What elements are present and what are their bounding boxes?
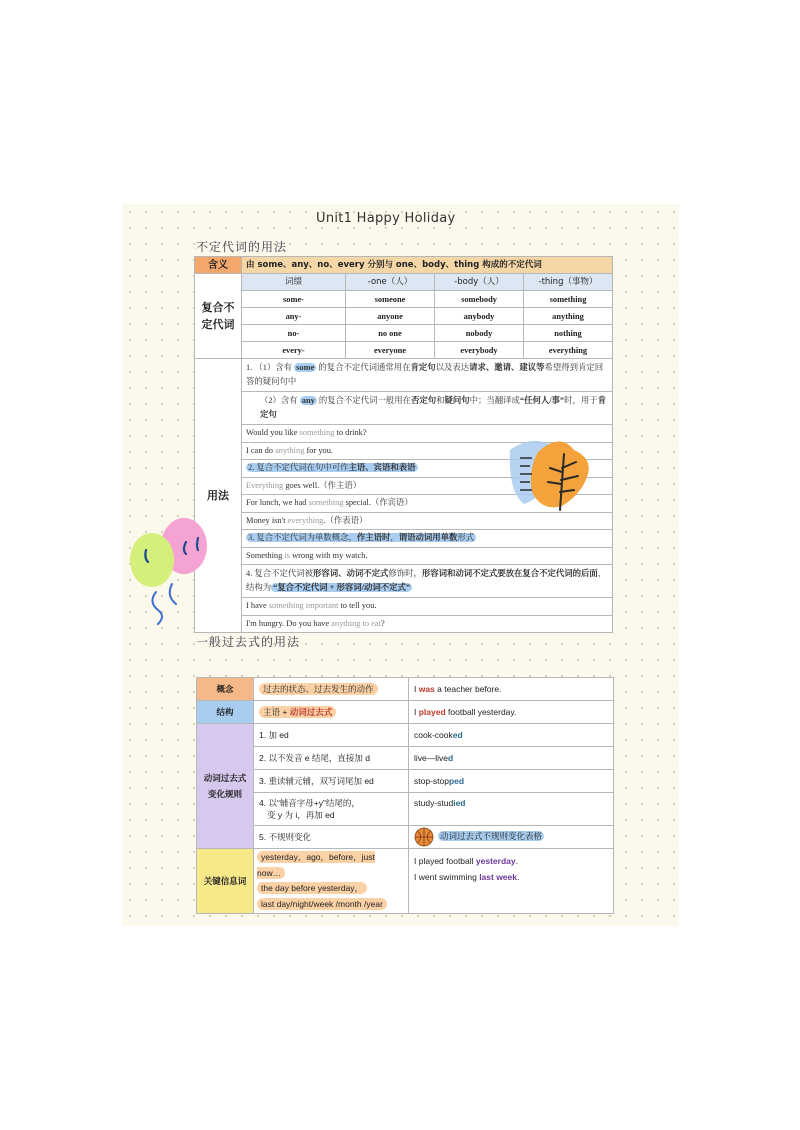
rule-row: [197, 724, 614, 747]
section1-title: 不定代词的用法: [196, 240, 288, 254]
table-cell: anyone: [346, 308, 435, 325]
table-cell: anybody: [435, 308, 524, 325]
column-header: -body（人）: [435, 274, 524, 291]
example-sentence: I can do anything for you.: [242, 442, 613, 460]
rule-text: 5. 不规则变化: [254, 826, 409, 849]
rule-text: 3. 重读辅元辅，双写词尾加 ed: [254, 770, 409, 793]
usage-row: [195, 547, 613, 565]
table-cell: every-: [242, 342, 346, 359]
structure-text: 主语 + 动词过去式: [254, 701, 409, 724]
example-sentence: Everything goes well.（作主语）: [242, 477, 613, 495]
concept-label: 概念: [197, 678, 254, 701]
usage-row: [195, 392, 613, 425]
leaf-sticker-icon: [502, 432, 598, 516]
table-cell: everything: [524, 342, 613, 359]
table-cell: someone: [346, 291, 435, 308]
table-cell: somebody: [435, 291, 524, 308]
page-title: Unit1 Happy Holiday: [316, 211, 456, 226]
example-sentence: Money isn't everything.（作表语）: [242, 512, 613, 530]
usage-row: [195, 615, 613, 633]
usage-row: [195, 598, 613, 616]
usage-rule-1b: （2）含有 any 的复合不定代词一般用在否定句和疑问句中；当翻译成“任何人/事”时，用于肯定句: [242, 392, 613, 425]
table-row: [195, 308, 613, 325]
keyword-item: last day/night/week /month /year: [257, 898, 387, 910]
table-cell: everybody: [435, 342, 524, 359]
usage-rule-4: 4. 复合不定代词被形容词、动词不定式修饰时，形容词和动词不定式要放在复合不定代词的后面，结构为 “复合不定代词 + 形容词/动词不定式”: [242, 565, 613, 598]
rule-example: cook-cooked: [409, 724, 614, 747]
example-sentence: For lunch, we had something special.（作宾语）: [242, 495, 613, 513]
table-cell: something: [524, 291, 613, 308]
rule-row: [197, 747, 614, 770]
table-cell: everyone: [346, 342, 435, 359]
rule-example: study-studied: [409, 793, 614, 826]
rule-text: 2. 以不发音 e 结尾，直接加 d: [254, 747, 409, 770]
keywords-row: [197, 849, 614, 914]
structure-row: [197, 701, 614, 724]
compound-label: 复合不定代词: [195, 274, 242, 359]
rule-row: [197, 770, 614, 793]
table-row: [195, 325, 613, 342]
example-sentence: I have something important to tell you.: [242, 598, 613, 616]
concept-example: I was a teacher before.: [409, 678, 614, 701]
balloons-icon: [126, 512, 216, 632]
keywords-examples: I played football yesterday. I went swimming last week.: [409, 849, 614, 914]
keywords-list: [254, 849, 409, 914]
usage-rule-3: 3. 复合不定代词为单数概念，作主语时，谓语动词用单数形式: [242, 530, 613, 548]
rule-example: 动词过去式不规则变化表格: [409, 826, 614, 849]
keyword-item: the day before yesterday，: [257, 882, 367, 894]
rule-example: stop-stopped: [409, 770, 614, 793]
table-cell: nothing: [524, 325, 613, 342]
keywords-label: 关键信息词: [197, 849, 254, 914]
column-header: 词缀: [242, 274, 346, 291]
example-sentence: Something is wrong with my watch.: [242, 547, 613, 565]
rule-row: [197, 826, 614, 849]
table-cell: nobody: [435, 325, 524, 342]
meaning-label: 含义: [195, 257, 242, 274]
rule-text: 4. 以“辅音字母+y”结尾的， 变 y 为 i，再加 ed: [254, 793, 409, 826]
past-tense-table: [196, 677, 614, 914]
rules-label: 动词过去式变化规则: [197, 724, 254, 849]
meaning-row: [195, 257, 613, 274]
rule-row: [197, 793, 614, 826]
rule-example: live—lived: [409, 747, 614, 770]
rule-text: 1. 加 ed: [254, 724, 409, 747]
column-header-row: [195, 274, 613, 291]
concept-text: 过去的状态、过去发生的动作: [254, 678, 409, 701]
example-sentence: I'm hungry. Do you have anything to eat?: [242, 615, 613, 633]
table-cell: anything: [524, 308, 613, 325]
table-cell: no-: [242, 325, 346, 342]
table-cell: any-: [242, 308, 346, 325]
table-cell: no one: [346, 325, 435, 342]
table-row: [195, 291, 613, 308]
usage-rule-2: 2. 复合不定代词在句中可作主语、宾语和表语: [242, 460, 613, 478]
table-cell: some-: [242, 291, 346, 308]
basketball-icon: [414, 827, 434, 847]
meaning-text: 由 some、any、no、every 分别与 one、body、thing 构成的不定代词: [242, 257, 613, 274]
example-sentence: Would you like something to drink?: [242, 425, 613, 443]
usage-rule-1a: 1. （1）含有 some 的复合不定代词通常用在肯定句以及表达请求、邀请、建议等希望得到肯定回答的疑问句中: [242, 359, 613, 392]
concept-row: [197, 678, 614, 701]
table-row: [195, 342, 613, 359]
column-header: -one（人）: [346, 274, 435, 291]
section2-title: 一般过去式的用法: [196, 635, 301, 649]
usage-row: [195, 359, 613, 392]
structure-example: I played football yesterday.: [409, 701, 614, 724]
usage-row: [195, 530, 613, 548]
keyword-item: yesterday，ago，before，just now…: [257, 852, 375, 878]
structure-label: 结构: [197, 701, 254, 724]
usage-label: 用法: [195, 359, 242, 633]
column-header: -thing（事物）: [524, 274, 613, 291]
usage-row: [195, 565, 613, 598]
